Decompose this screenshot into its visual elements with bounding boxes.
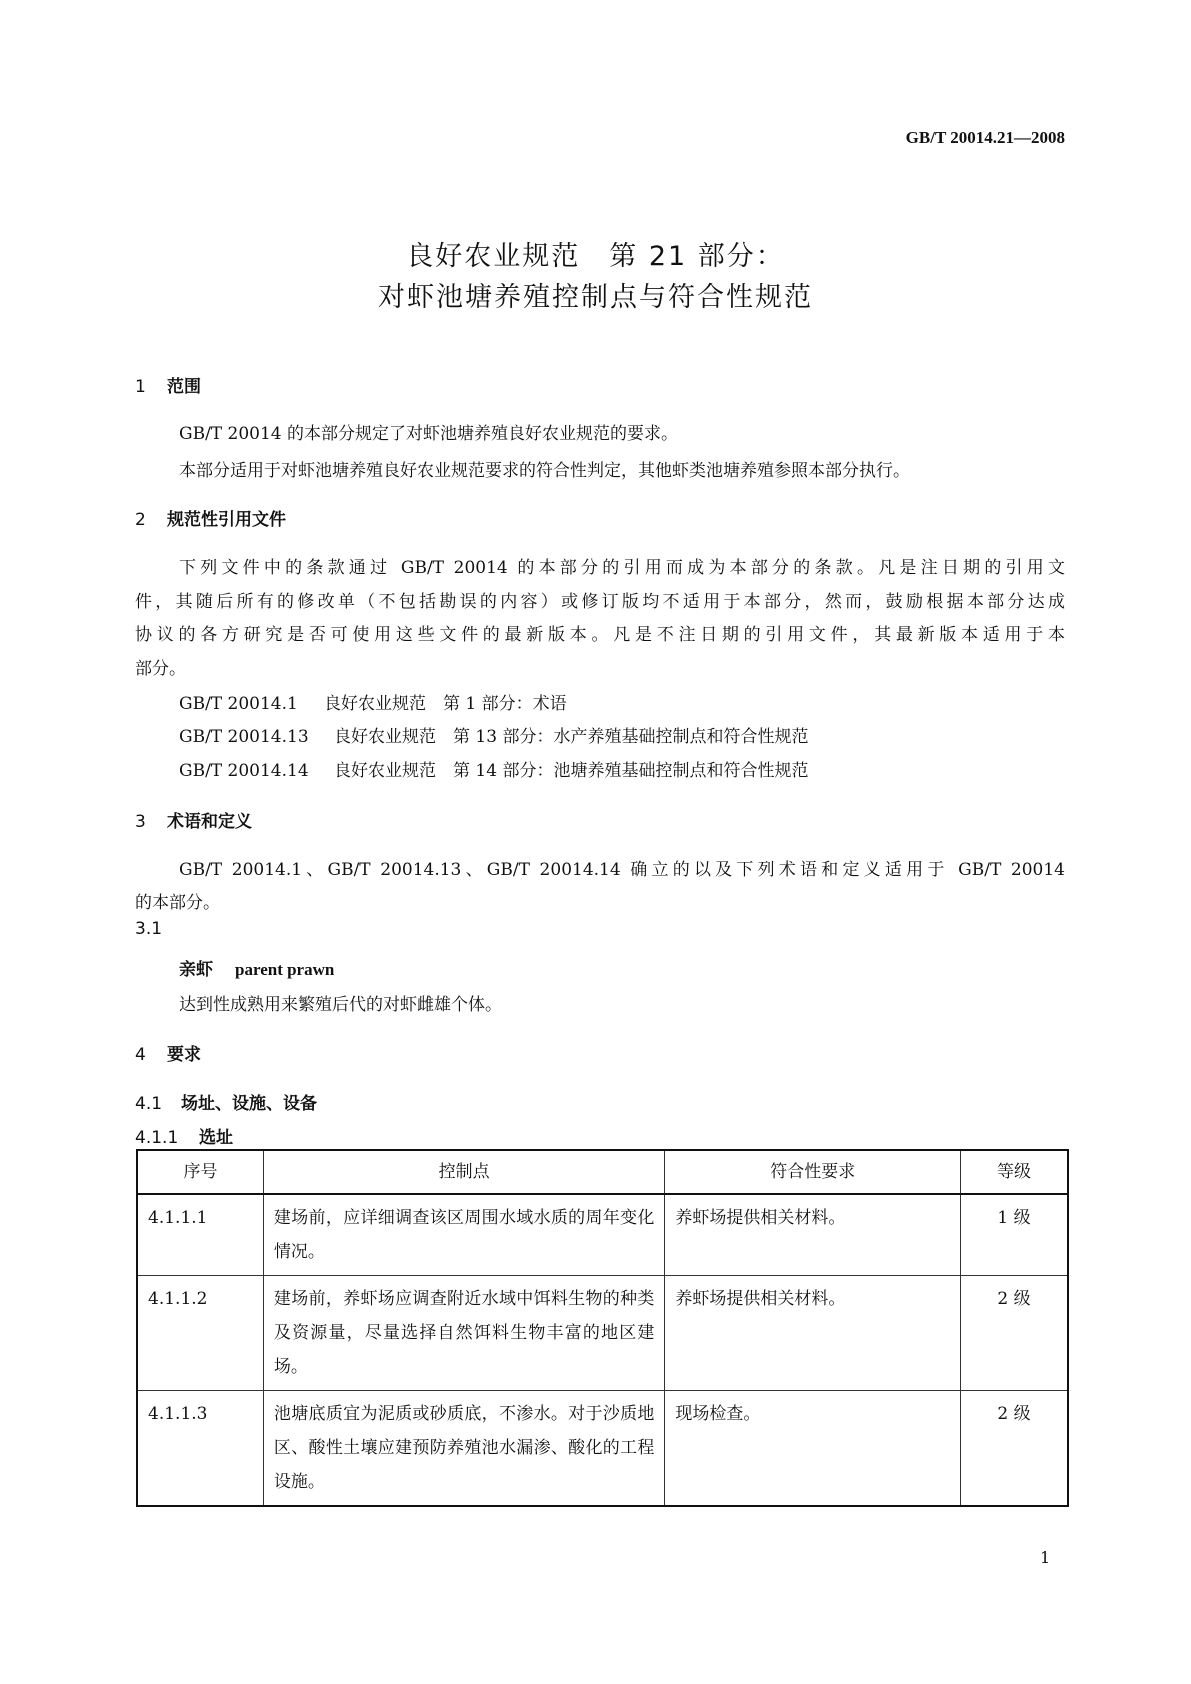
section-title: 范围 bbox=[167, 377, 201, 397]
reference-title: 良好农业规范 第 13 部分：水产养殖基础控制点和符合性规范 bbox=[334, 727, 809, 747]
reference-code: GB/T 20014.13 bbox=[179, 727, 309, 747]
paragraph-line: 协议的各方研究是否可使用这些文件的最新版本。凡是不注日期的引用文件，其最新版本适用于本 bbox=[135, 625, 1065, 645]
paragraph-line: 本部分适用于对虾池塘养殖良好农业规范要求的符合性判定，其他虾类池塘养殖参照本部分执行。 bbox=[179, 461, 910, 481]
column-header: 符合性要求 bbox=[665, 1150, 961, 1194]
paragraph-line: 下列文件中的条款通过 GB/T 20014 的本部分的引用而成为本部分的条款。凡是注日期的引用文 bbox=[179, 558, 1065, 578]
paragraph-line: GB/T 20014 的本部分规定了对虾池塘养殖良好农业规范的要求。 bbox=[179, 424, 679, 444]
control-point: 建场前，应详细调查该区周围水域水质的周年变化情况。 bbox=[263, 1194, 665, 1276]
term-en: parent prawn bbox=[235, 960, 335, 979]
requirement: 养虾场提供相关材料。 bbox=[665, 1276, 961, 1391]
requirement: 养虾场提供相关材料。 bbox=[665, 1194, 961, 1276]
term-definition: 达到性成熟用来繁殖后代的对虾雌雄个体。 bbox=[179, 995, 502, 1015]
document-title-line1: 良好农业规范 第 21 部分： bbox=[406, 241, 785, 272]
section-number: 2 bbox=[135, 510, 146, 530]
reference-item bbox=[179, 722, 808, 747]
reference-title: 良好农业规范 第 1 部分：术语 bbox=[324, 694, 567, 714]
term-name bbox=[179, 955, 334, 980]
column-header: 控制点 bbox=[263, 1150, 665, 1194]
section-title: 术语和定义 bbox=[167, 812, 252, 832]
section-4-heading bbox=[135, 1040, 201, 1065]
table-row bbox=[137, 1194, 1068, 1276]
page-number: 1 bbox=[1040, 1548, 1051, 1567]
paragraph-line: 部分。 bbox=[135, 659, 186, 679]
section-number: 1 bbox=[135, 377, 146, 397]
section-3-heading bbox=[135, 807, 252, 832]
control-point: 建场前，养虾场应调查附近水域中饵料生物的种类及资源量，尽量选择自然饵料生物丰富的地区建场。 bbox=[263, 1276, 665, 1391]
paragraph-line: 件，其随后所有的修改单（不包括勘误的内容）或修订版均不适用于本部分，然而，鼓励根据本部分达成 bbox=[135, 592, 1065, 612]
column-header: 序号 bbox=[137, 1150, 263, 1194]
row-id: 4.1.1.1 bbox=[137, 1194, 263, 1276]
document-title-line2: 对虾池塘养殖控制点与符合性规范 bbox=[378, 282, 813, 313]
reference-item bbox=[179, 756, 808, 781]
section-2-heading bbox=[135, 505, 286, 530]
section-title: 要求 bbox=[167, 1045, 201, 1065]
table-row bbox=[137, 1391, 1068, 1507]
reference-item bbox=[179, 689, 567, 714]
reference-code: GB/T 20014.14 bbox=[179, 761, 309, 781]
term-zh: 亲虾 bbox=[179, 960, 213, 980]
reference-code: GB/T 20014.1 bbox=[179, 694, 298, 714]
column-header: 等级 bbox=[961, 1150, 1068, 1194]
reference-title: 良好农业规范 第 14 部分：池塘养殖基础控制点和符合性规范 bbox=[334, 761, 809, 781]
paragraph-line: GB/T 20014.1、GB/T 20014.13、GB/T 20014.14 确立的以及下列术语和定义适用于 GB/T 20014 bbox=[179, 860, 1065, 880]
level: 2 级 bbox=[961, 1276, 1068, 1391]
term-number: 3.1 bbox=[135, 919, 163, 939]
section-number: 4.1 bbox=[135, 1094, 163, 1114]
section-title: 场址、设施、设备 bbox=[181, 1094, 317, 1114]
section-number: 4 bbox=[135, 1045, 146, 1065]
level: 1 级 bbox=[961, 1194, 1068, 1276]
subsection-heading bbox=[135, 1089, 317, 1114]
level: 2 级 bbox=[961, 1391, 1068, 1507]
table-row bbox=[137, 1276, 1068, 1391]
requirement: 现场检查。 bbox=[665, 1391, 961, 1507]
table-header-row bbox=[137, 1150, 1068, 1194]
section-title: 规范性引用文件 bbox=[167, 510, 286, 530]
section-title: 选址 bbox=[199, 1128, 233, 1148]
standard-number: GB/T 20014.21—2008 bbox=[905, 128, 1065, 147]
section-number: 4.1.1 bbox=[135, 1128, 179, 1148]
subsubsection-heading bbox=[135, 1123, 233, 1148]
paragraph-line: 的本部分。 bbox=[135, 893, 220, 913]
control-points-table bbox=[136, 1149, 1069, 1507]
section-number: 3 bbox=[135, 812, 146, 832]
control-point: 池塘底质宜为泥质或砂质底，不渗水。对于沙质地区、酸性土壤应建预防养殖池水漏渗、酸化的工程设施。 bbox=[263, 1391, 665, 1507]
section-1-heading bbox=[135, 372, 201, 397]
row-id: 4.1.1.2 bbox=[137, 1276, 263, 1391]
row-id: 4.1.1.3 bbox=[137, 1391, 263, 1507]
